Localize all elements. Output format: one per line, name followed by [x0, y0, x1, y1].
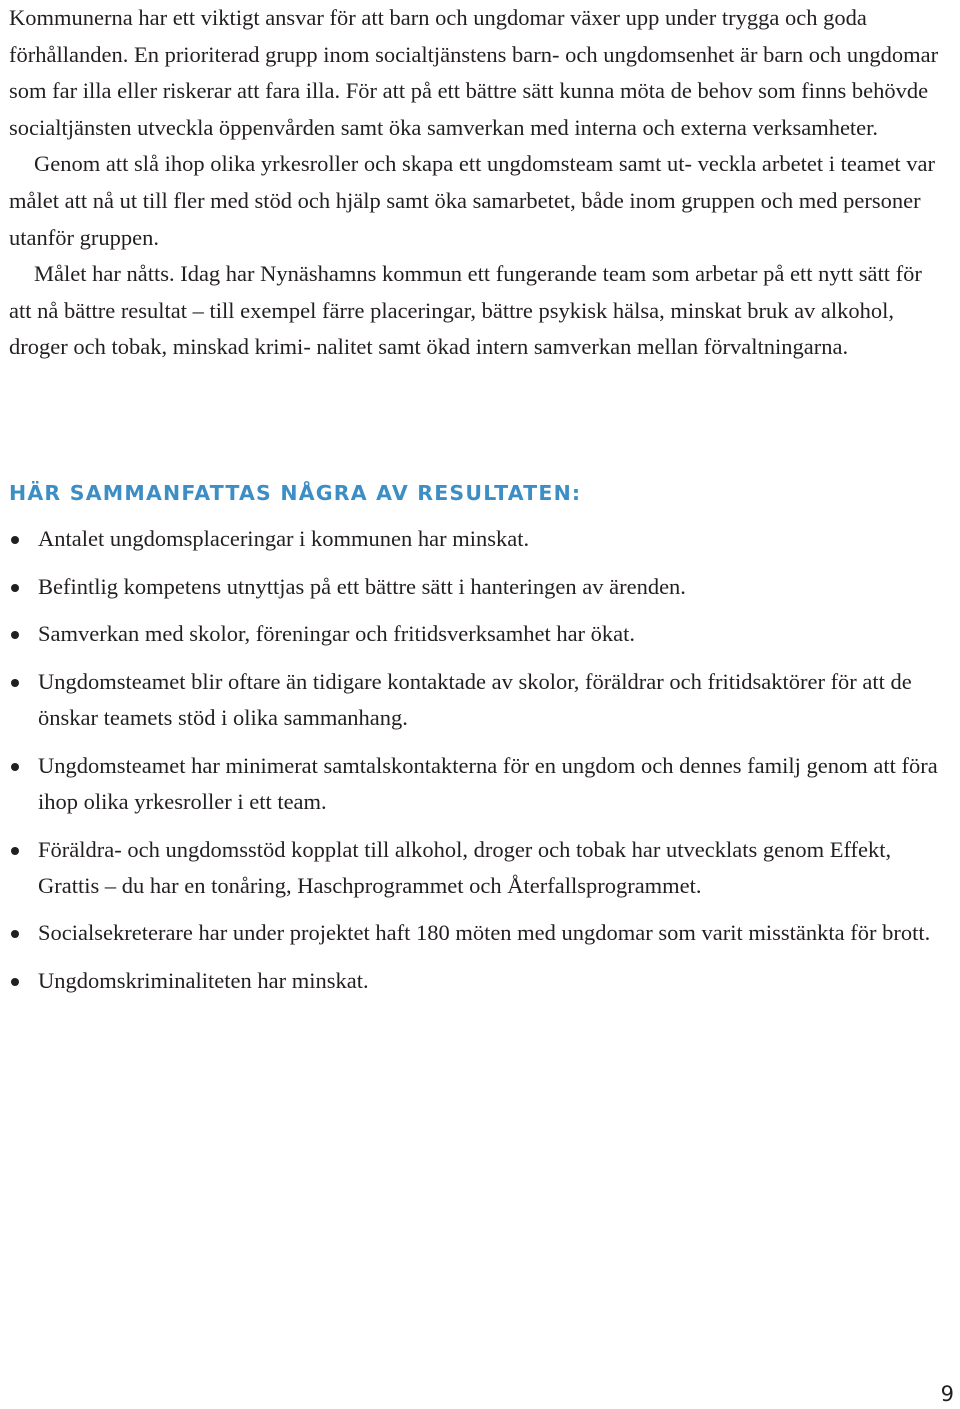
list-item	[9, 664, 939, 737]
list-item	[9, 616, 939, 652]
results-heading: HÄR SAMMANFATTAS NÅGRA AV RESULTATEN:	[9, 481, 582, 505]
bullet-icon	[11, 763, 19, 771]
bullet-icon	[11, 584, 19, 592]
list-item-text: Samverkan med skolor, föreningar och fritidsverksamhet har ökat.	[38, 621, 636, 647]
list-item-text: Antalet ungdomsplaceringar i kommunen har minskat.	[38, 526, 530, 551]
list-item-text: Socialsekreterare har under projektet haft 180 möten med ungdomar som varit misstänkta för brott.	[38, 920, 931, 946]
document-body	[9, 0, 949, 366]
results-list	[9, 521, 939, 1011]
bullet-icon	[11, 978, 19, 986]
page-number: 9	[940, 1382, 954, 1406]
list-item-text: Ungdomskriminaliteten har minskat.	[38, 968, 369, 994]
bullet-icon	[11, 679, 19, 687]
bullet-icon	[11, 631, 19, 639]
list-item	[9, 569, 939, 605]
intro-paragraph: Kommunerna har ett viktigt ansvar för att barn och ungdomar växer upp under trygga och goda förhållanden. En prioriterad grupp inom socialtjänstens barn- och ungdomsenhet är barn och ungdomar som far illa eller riskerar att fara illa. För att på ett bättre sätt kunna möta de behov som finns behövde socialtjänsten utveckla öppenvården samt öka samverkan med interna och externa verksamheter.	[9, 5, 939, 140]
bullet-icon	[11, 930, 19, 938]
list-item-text: Föräldra- och ungdomsstöd kopplat till alkohol, droger och tobak har utvecklats genom Effekt, Grattis – du har en tonåring, Haschprogrammet och Återfallsprogrammet.	[38, 836, 892, 898]
list-item-text: Ungdomsteamet har minimerat samtalskontakterna för en ungdom och dennes familj genom att föra ihop olika yrkesroller i ett team.	[38, 752, 938, 814]
list-item	[9, 832, 939, 905]
list-item-text: Ungdomsteamet blir oftare än tidigare kontaktade av skolor, föräldrar och fritidsaktörer för att de önskar teamets stöd i olika sammanhang.	[38, 668, 912, 731]
list-item	[9, 915, 939, 951]
list-item	[9, 963, 939, 999]
list-item	[9, 521, 939, 557]
method-paragraph: Genom att slå ihop olika yrkesroller och skapa ett ungdomsteam samt ut- veckla arbetet i teamet var målet att nå ut till fler med stöd och hjälp samt öka samarbetet, både inom gruppen och med personer utanför gruppen.	[9, 151, 935, 250]
bullet-icon	[11, 847, 19, 855]
bullet-icon	[11, 536, 19, 544]
list-item-text: Befintlig kompetens utnyttjas på ett bättre sätt i hanteringen av ärenden.	[38, 573, 686, 599]
outcome-paragraph: Målet har nåtts. Idag har Nynäshamns kommun ett fungerande team som arbetar på ett nytt sätt för att nå bättre resultat – till exempel färre placeringar, bättre psykisk hälsa, minskat bruk av alkohol, droger och tobak, minskad krimi- nalitet samt ökad intern samverkan mellan förvaltningarna.	[9, 261, 922, 360]
list-item	[9, 748, 939, 821]
